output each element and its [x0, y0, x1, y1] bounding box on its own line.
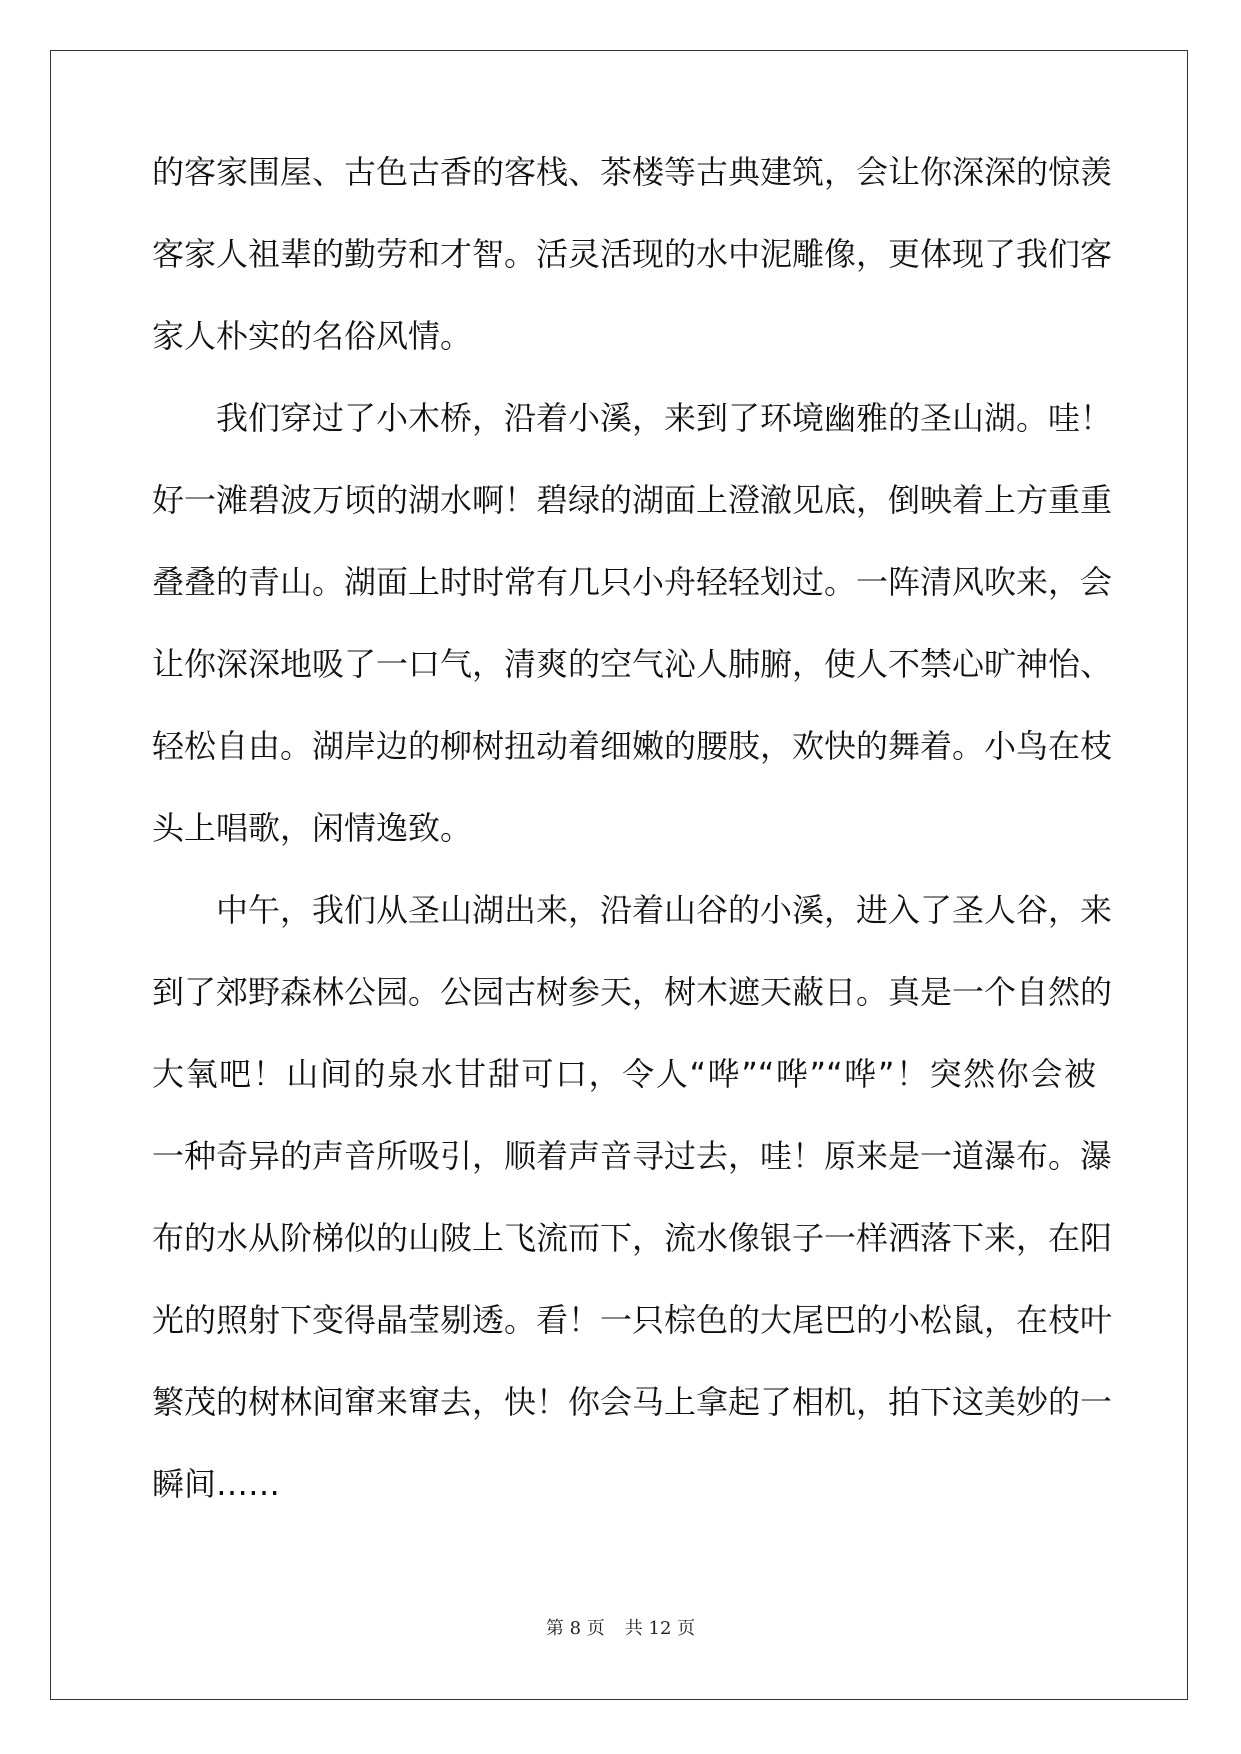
page-total: 共 12 页 [624, 1618, 696, 1639]
text-line [152, 1464, 1096, 1546]
text-line-content: 我们穿过了小木桥，沿着小溪，来到了环境幽雅的圣山湖。哇！ [216, 399, 1113, 437]
text-line [152, 234, 1113, 316]
document-body [152, 152, 1113, 1546]
text-line [152, 644, 1113, 726]
text-line-content: 让你深深地吸了一口气，清爽的空气沁人肺腑，使人不禁心旷神怡、 [152, 645, 1113, 683]
text-line-content: 瞬间…… [152, 1465, 281, 1503]
text-line-content: 到了郊野森林公园。公园古树参天，树木遮天蔽日。真是一个自然的 [152, 973, 1113, 1011]
text-line [152, 1300, 1113, 1382]
text-line-content: 叠叠的青山。湖面上时时常有几只小舟轻轻划过。一阵清风吹来，会 [152, 563, 1113, 601]
text-line [152, 398, 1113, 480]
text-line-content: 头上唱歌，闲情逸致。 [152, 809, 473, 847]
text-line-content: 繁茂的树林间窜来窜去，快！你会马上拿起了相机，拍下这美妙的一 [152, 1383, 1113, 1421]
text-line-content: 轻松自由。湖岸边的柳树扭动着细嫩的腰肢，欢快的舞着。小鸟在枝 [152, 727, 1113, 765]
text-line-content: 大氧吧！山间的泉水甘甜可口，令人“哗”“哗”“哗”！突然你会被 [152, 1055, 1096, 1093]
page-number: 第 8 页 [545, 1618, 605, 1639]
text-line [152, 972, 1113, 1054]
text-line [152, 1382, 1113, 1464]
text-line [152, 1218, 1113, 1300]
text-line-content: 客家人祖辈的勤劳和才智。活灵活现的水中泥雕像，更体现了我们客 [152, 235, 1113, 273]
text-line-content: 的客家围屋、古色古香的客栈、茶楼等古典建筑，会让你深深的惊羡 [152, 153, 1113, 191]
text-line [152, 808, 1096, 890]
text-line-content: 好一滩碧波万顷的湖水啊！碧绿的湖面上澄澈见底，倒映着上方重重 [152, 481, 1113, 519]
text-line [152, 726, 1113, 808]
text-line [152, 562, 1113, 644]
text-line [152, 316, 1096, 398]
text-line-content: 家人朴实的名俗风情。 [152, 317, 473, 355]
text-line [152, 152, 1113, 234]
text-line-content: 布的水从阶梯似的山陂上飞流而下，流水像银子一样洒落下来，在阳 [152, 1219, 1113, 1257]
text-line-content: 中午，我们从圣山湖出来，沿着山谷的小溪，进入了圣人谷，来 [216, 891, 1113, 929]
text-line [152, 890, 1113, 972]
text-line [152, 480, 1113, 562]
text-line [152, 1054, 1096, 1136]
text-line [152, 1136, 1113, 1218]
text-line-content: 一种奇异的声音所吸引，顺着声音寻过去，哇！原来是一道瀑布。瀑 [152, 1137, 1113, 1175]
text-line-content: 光的照射下变得晶莹剔透。看！一只棕色的大尾巴的小松鼠，在枝叶 [152, 1301, 1113, 1339]
page-footer [0, 1614, 1241, 1640]
